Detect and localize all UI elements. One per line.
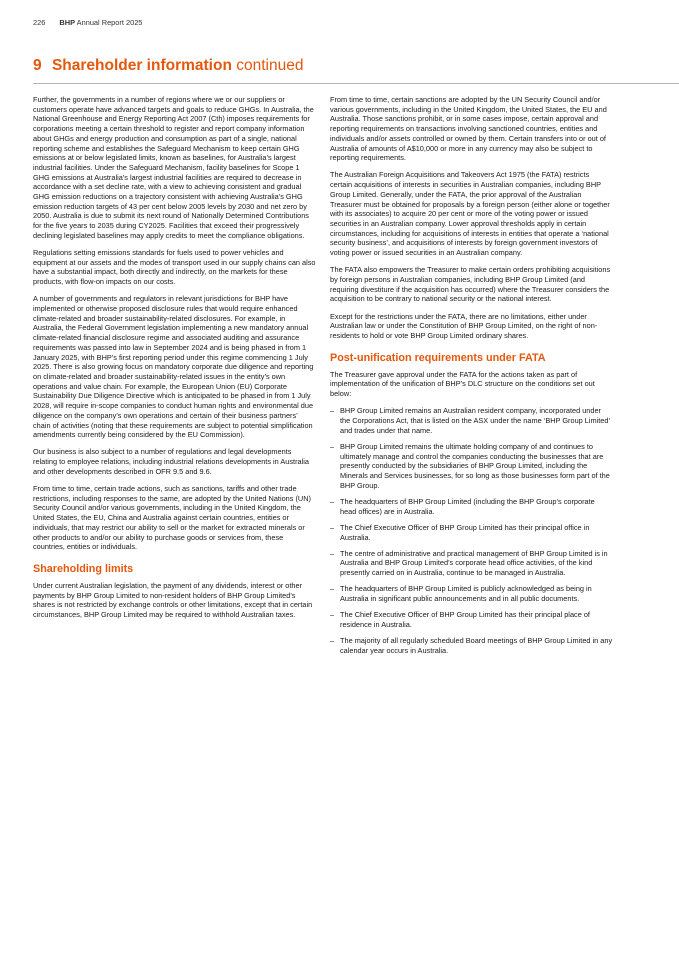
list-item	[330, 549, 613, 578]
list-item	[330, 584, 613, 603]
paragraph: A number of governments and regulators in relevant jurisdictions for BHP have implemented or otherwise proposed disclosure rules that would require enhanced climate-related and broader sustainability-related disclosures. For example, in Australia, the Federal Government legislation implementing a new mandatory annual climate-related financial disclosure regime and associated auditing and assurance requirements was passed into law in September 2024 and is being phased in from 1 January 2025, with BHP’s first reporting period under this regime commencing 1 July 2025. There is also growing focus on mandatory corporate due diligence and reporting on climate-related and broader sustainability-related issues in the entity’s own operations and value chain. For example, the European Union (EU) Corporate Sustainability Due Diligence Directive which is anticipated to be phased in from 1 July 2028, will require in-scope companies to conduct human rights and environmental due diligence on the company’s own operations and certain of their business partners’ chain of activities (noting that these requirements are subject to potential simplification amendments currently being considered by the EU Commission).	[33, 294, 314, 440]
paragraph: Except for the restrictions under the FATA, there are no limitations, either under Australian law or under the Constitution of BHP Group Limited, on the right of non-residents to hold or vote BHP Group Limited ordinary shares.	[330, 311, 598, 340]
report-title: Annual Report 2025	[76, 18, 143, 27]
page-header	[33, 18, 142, 27]
list-item-text: BHP Group Limited remains an Australian resident company, incorporated under the Corporations Act, that is listed on the ASX under the name ‘BHP Group Limited’ and trades under that name.	[340, 406, 610, 435]
section-title	[33, 57, 303, 75]
post-unification-heading: Post-unification requirements under FATA	[330, 351, 546, 364]
dash-marker: –	[330, 610, 335, 620]
page-number: 226	[33, 18, 46, 27]
paragraph: The Treasurer gave approval under the FATA for the actions taken as part of implementation of the unification of BHP’s DLC structure on the conditions set out below:	[330, 369, 595, 399]
list-item-text: The Chief Executive Officer of BHP Group Limited has their principal office in Australia.	[340, 522, 590, 542]
list-item-text: The headquarters of BHP Group Limited is publicly acknowledged as being in Australia in significant public announcements and in all public documents.	[340, 584, 592, 604]
list-item	[330, 406, 613, 435]
list-item-text: The centre of administrative and practical management of BHP Group Limited is in Australia and BHP Group Limited’s corporate head office activities, of the kind presently carried on in Australia, continue to be managed in Australia.	[340, 548, 608, 578]
dash-marker: –	[330, 548, 335, 558]
list-item	[330, 497, 613, 516]
left-column	[33, 95, 316, 627]
list-item	[330, 442, 613, 491]
section-continued: continued	[236, 57, 304, 74]
right-column	[330, 95, 613, 662]
list-item	[330, 523, 613, 542]
paragraph: Regulations setting emissions standards for fuels used to power vehicles and equipment at our assets and the modes of transport used in our supply chains can also have a substantial impact, both directly and indirectly, on the markets for these products, with flow-on impacts on our costs.	[33, 248, 316, 287]
paragraph: The FATA also empowers the Treasurer to make certain orders prohibiting acquisitions by foreign persons in Australian companies, including BHP Group Limited (and requiring divestiture if the acquisition has occurred) where the Treasurer considers the acquisition to be contrary to national security or the national interest.	[330, 265, 611, 304]
paragraph: The Australian Foreign Acquisitions and Takeovers Act 1975 (the FATA) restricts certain acquisitions of interests in securities in Australian companies, including BHP Group Limited. Generally, under the FATA, the prior approval of the Australian Treasurer must be obtained for proposals by a foreign person (either alone or together with its associates) to acquire 20 per cent or more of the voting power or issued securities in an Australian company. Lower approval thresholds apply in certain circumstances, including for acquisitions of interests in entities that operate a ‘national security business’, and acquisitions of interests by foreign government investors of voting power or issued securities in an Australian company.	[330, 170, 610, 258]
list-item	[330, 636, 613, 655]
list-item-text: The Chief Executive Officer of BHP Group Limited has their principal place of residence in Australia.	[340, 610, 590, 629]
list-item	[330, 610, 613, 629]
list-item-text: BHP Group Limited remains the ultimate holding company of and continues to ultimately manage and control the companies conducting the businesses that are presently conducted by the subsidiaries of BHP Group Limited, including the Minerals and Services businesses, for so long as those businesses form part of the BHP Group.	[340, 441, 610, 490]
list-item-text: The headquarters of BHP Group Limited (including the BHP Group’s corporate head offices) are in Australia.	[340, 496, 595, 516]
brand-name: BHP	[59, 18, 76, 27]
section-title-text: Shareholder information	[51, 57, 232, 74]
section-number: 9	[33, 57, 42, 74]
dash-marker: –	[330, 584, 335, 594]
title-divider	[33, 83, 679, 84]
paragraph: Under current Australian legislation, the payment of any dividends, interest or other payments by BHP Group Limited to non-resident holders of BHP Group Limited’s shares is not restricted by exchange controls or other limitations, except that in certain circumstances, BHP Group Limited may be required to withhold Australian taxes.	[33, 580, 313, 620]
shareholding-limits-heading: Shareholding limits	[33, 562, 134, 575]
paragraph: From time to time, certain sanctions are adopted by the UN Security Council and/or various governments, including in the United Kingdom, the United States, the EU and Australia. Those sanctions prohibit, or in some cases impose, certain approval and reporting requirements on transactions involving sanctioned countries, entities and individuals and/or assets controlled or owned by them. Certain transfers into or out of Australia of amounts of A$10,000 or more in any currency may also be subject to reporting requirements.	[330, 95, 607, 163]
paragraph: Our business is also subject to a number of regulations and legal developments relating to employee relations, including industrial relations developments in Australia and other developments described in OFR 9.5 and 9.6.	[33, 447, 309, 476]
dash-marker: –	[330, 636, 335, 646]
dash-marker: –	[330, 441, 335, 451]
dash-marker: –	[330, 406, 335, 416]
paragraph: From time to time, certain trade actions, such as sanctions, tariffs and other trade restrictions, including responses to the same, are adopted by the United Nations (UN) Security Council and/or various governments, including in the United Kingdom, the United States, the EU, China and Australia against certain countries, entities or individuals, that may restrict our ability to sell or the market for extracted minerals or other products to and/or our ability to purchase goods or services from, these countries, entities or individuals.	[33, 484, 311, 552]
list-item-text: The majority of all regularly scheduled Board meetings of BHP Group Limited in any calendar year occurs in Australia.	[340, 636, 613, 655]
dash-marker: –	[330, 496, 335, 506]
dash-marker: –	[330, 522, 335, 532]
paragraph: Further, the governments in a number of regions where we or our suppliers or customers operate have advanced targets and goals to reduce GHGs. In Australia, the National Greenhouse and Energy Reporting Act 2007 (Cth) imposes requirements for corporations meeting a certain threshold to register and report company information about GHGs and energy production and consumption as part of a single, national reporting scheme and establishes the Safeguard Mechanism to keep certain GHG emissions at or below legislated limits, known as baselines, for Australia’s largest industrial facilities. Under the Safeguard Mechanism, facility baselines for Scope 1 GHG emissions at Australia’s largest industrial facilities are required to decrease in accordance with a set decline rate, with a view to achieving consistent and gradual GHG emission reductions on a trajectory consistent with achieving Australia’s GHG emission reduction targets of 43 per cent below 2005 levels by 2030 and net zero by 2050. Australia is due to submit its next round of Nationally Determined Contributions for the five years to 2035 during CY2025. Facilities that exceed their progressively declining legislated baselines may apply credits to meet the compliance obligations.	[33, 95, 314, 240]
conditions-list	[330, 406, 613, 655]
